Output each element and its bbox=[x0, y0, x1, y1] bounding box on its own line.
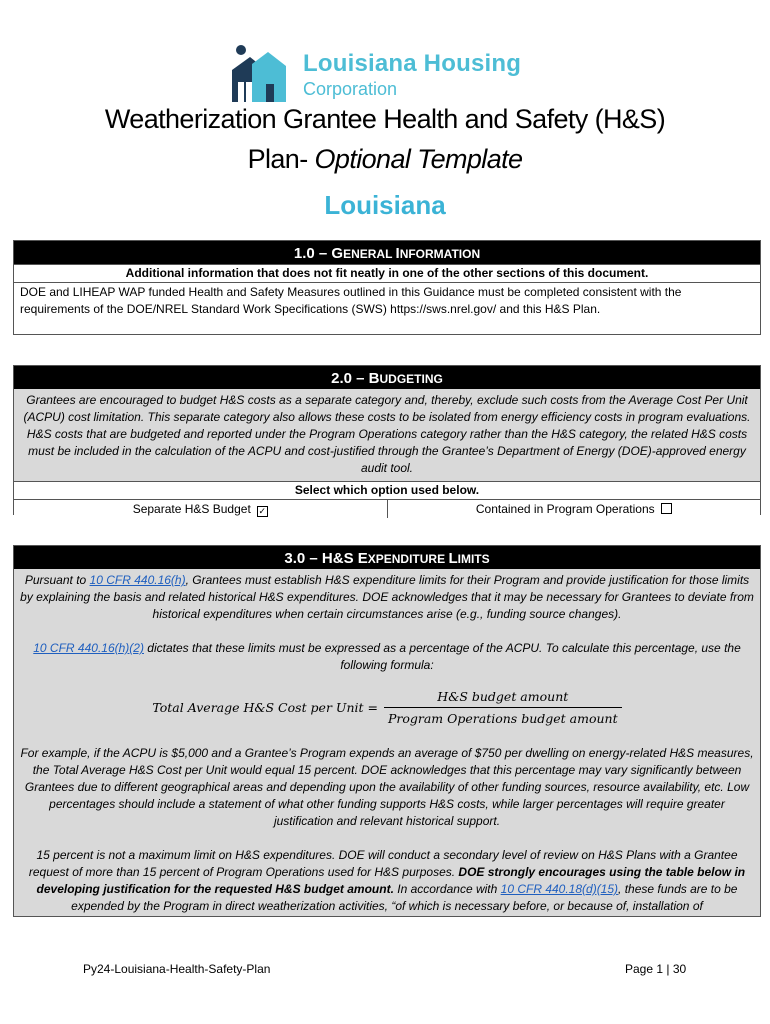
option-program-operations[interactable] bbox=[387, 500, 761, 518]
section-budgeting bbox=[13, 365, 761, 515]
logo-line1: Louisiana Housing bbox=[303, 50, 522, 77]
section2-num: 2.0 – B bbox=[331, 370, 380, 387]
section3-heading-part2: IMITS bbox=[457, 552, 490, 566]
option2-label: Contained in Program Operations bbox=[475, 502, 655, 516]
cfr-440-16h-link[interactable]: 10 CFR 440.16(h) bbox=[89, 573, 186, 587]
section1-heading-part2: NFORMATION bbox=[399, 247, 481, 261]
section3-body bbox=[14, 569, 760, 917]
section-general-information bbox=[13, 240, 761, 335]
footer-page-number: Page 1 | 30 bbox=[625, 962, 687, 976]
p1-text-a: Pursuant to bbox=[24, 573, 90, 587]
title-optional-template: Optional Template bbox=[314, 144, 523, 174]
doc-state: Louisiana bbox=[324, 190, 446, 220]
section3-num: 3.0 – H&S E bbox=[284, 550, 368, 567]
formula-lhs: Total Average H&S Cost per Unit = bbox=[152, 700, 378, 715]
option2-checkbox[interactable] bbox=[661, 503, 672, 514]
section2-heading bbox=[14, 366, 760, 389]
section3-heading bbox=[14, 546, 760, 569]
section-expenditure-limits bbox=[13, 545, 761, 917]
option1-checkbox[interactable]: ✓ bbox=[258, 506, 267, 516]
formula-numerator: H&S budget amount bbox=[437, 689, 569, 704]
section2-select-label: Select which option used below. bbox=[14, 481, 760, 499]
section1-subheading: Additional information that does not fit neatly in one of the other sections of this document. bbox=[14, 264, 760, 283]
section1-body: DOE and LIHEAP WAP funded Health and Safety Measures outlined in this Guidance must be completed consistent with the requirements of the DOE/NREL Standard Work Specifications (SWS) https://sws.nrel.gov/ and this H&S Plan. bbox=[20, 285, 682, 316]
formula-denominator: Program Operations budget amount bbox=[384, 707, 622, 727]
section3-p2 bbox=[20, 640, 754, 674]
p4-text-a: 15 percent is not a maximum limit on H&S expenditures. DOE will conduct a secondary level of review on H&S Plans with a Grantee request of more than 15 percent of Program Operations used for H&S purposes. bbox=[28, 848, 738, 879]
title-plan: Plan- bbox=[247, 144, 315, 174]
section1-heading bbox=[14, 241, 760, 264]
section3-heading-cap: L bbox=[448, 550, 458, 567]
section3-p3: For example, if the ACPU is $5,000 and a Grantee’s Program expends an average of $750 per dwelling on energy-related H&S measures, the Total Average H&S Cost per Unit would equal 15 percent. DOE acknowledges that this percentage may vary significantly between Grantees due to different geographical areas and depending upon the availability of other funding sources, resource availability, etc. Low percentages should include a statement of what other funding supports H&S costs, while larger percentages will require greater justification and relevant historical support. bbox=[20, 746, 754, 828]
cfr-440-16h2-link[interactable]: 10 CFR 440.16(h)(2) bbox=[33, 641, 144, 655]
p2-text: dictates that these limits must be expressed as a percentage of the ACPU. To calculate this percentage, use the following formula: bbox=[143, 641, 741, 672]
p1-text-b: , Grantees must establish H&S expenditure limits for their Program and provide justification for those limits by explaining the basis and related historical H&S expenditures. DOE acknowledges that it may be necessary for Grantees to deviate from historical expenditures when certain circumstances arise (e.g., funding source changes). bbox=[20, 573, 754, 621]
section2-body: Grantees are encouraged to budget H&S costs as a separate category and, thereby, exclude such costs from the Average Cost Per Unit (ACPU) cost limitation. This separate category also allows these costs to be isolated from energy efficiency costs in program evaluations. H&S costs that are budgeted and reported under the Program Operations category rather than the H&S category, the related H&S costs must be included in the calculation of the ACPU and cost-justified through the Grantee’s Department of Energy (DOE)-approved energy audit tool. bbox=[14, 389, 760, 481]
section2-heading-part: UDGETING bbox=[379, 372, 443, 386]
section3-p4 bbox=[20, 847, 754, 915]
option-separate-budget[interactable] bbox=[14, 500, 387, 518]
section3-p1 bbox=[20, 572, 754, 623]
house-person-icon bbox=[230, 44, 292, 102]
formula-fraction bbox=[384, 688, 622, 727]
section1-heading-part: ENERAL bbox=[343, 247, 396, 261]
section1-heading-cap: I bbox=[395, 245, 400, 262]
p4-text-d: , these funds are to be expended by the Program in direct weatherization activities, “of which is necessary before, or because of, installation of bbox=[71, 882, 738, 913]
doc-title-line2 bbox=[0, 144, 770, 175]
option1-label: Separate H&S Budget bbox=[132, 502, 251, 516]
logo-line2: Corporation bbox=[303, 79, 398, 99]
formula bbox=[20, 688, 754, 727]
doc-title-line1: Weatherization Grantee Health and Safety (H&S) bbox=[104, 104, 666, 134]
cfr-440-18d15-link[interactable]: 10 CFR 440.18(d)(15) bbox=[500, 882, 619, 896]
section1-num: 1.0 – G bbox=[293, 245, 344, 262]
section3-heading-part: XPENDITURE bbox=[367, 552, 449, 566]
budget-options-row bbox=[14, 499, 760, 518]
p4-bold: DOE strongly encourages using the table below in developing justification for the requested H&S budget amount. bbox=[36, 865, 746, 896]
p4-text-c: In accordance with bbox=[393, 882, 501, 896]
lhc-logo bbox=[230, 44, 530, 102]
footer-doc-name: Py24-Louisiana-Health-Safety-Plan bbox=[83, 962, 271, 976]
